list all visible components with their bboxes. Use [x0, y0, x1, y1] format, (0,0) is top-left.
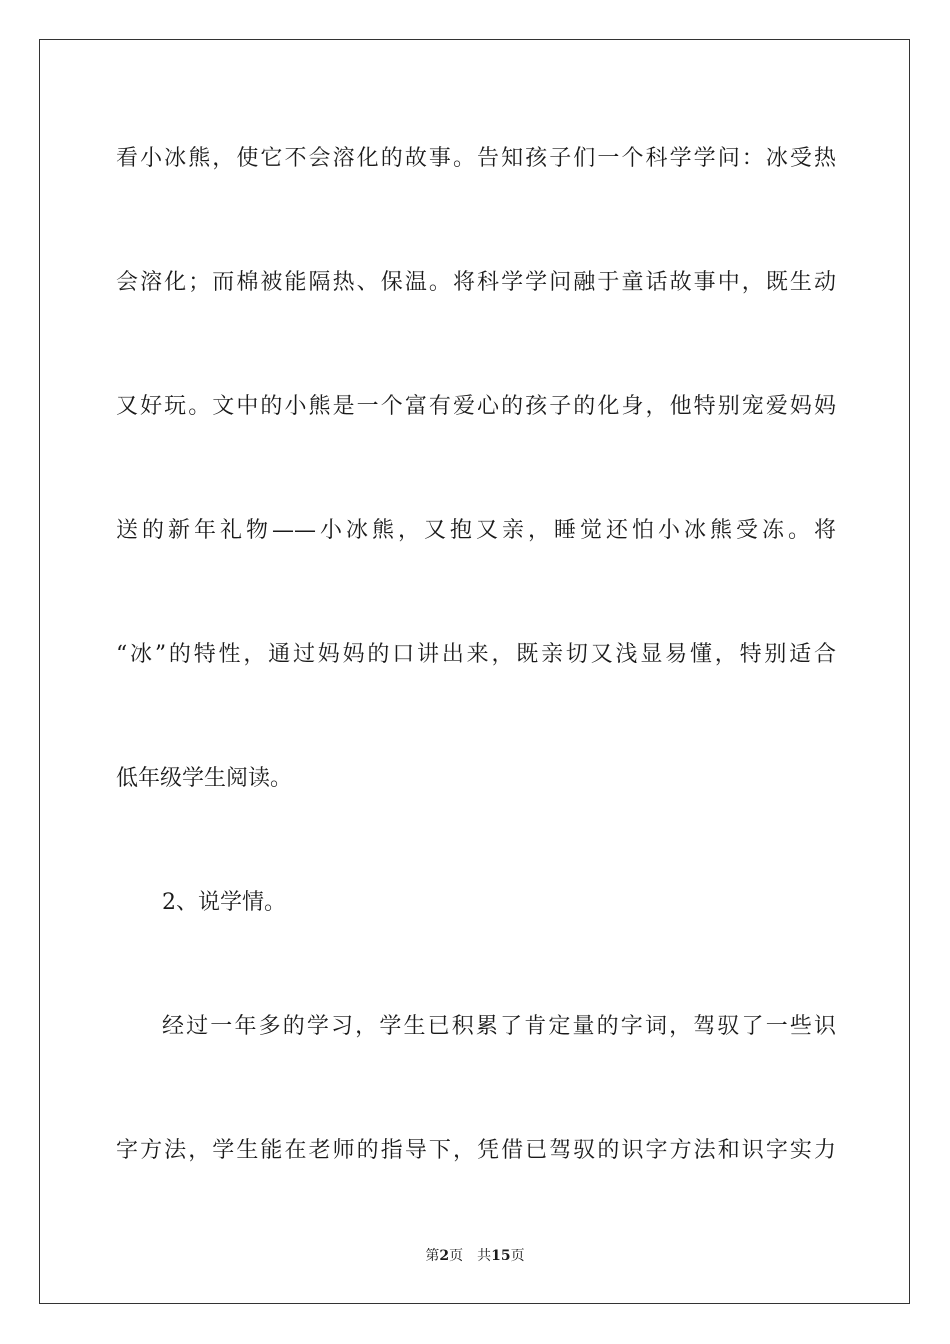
text-line: 低年级学生阅读。	[116, 766, 293, 791]
total-label-prefix: 共	[477, 1248, 492, 1264]
text-line: 经过一年多的学习，学生已积累了肯定量的字词，驾驭了一些识	[162, 1014, 836, 1039]
page-footer	[0, 1245, 950, 1265]
text-line: 送的新年礼物——小冰熊，又抱又亲，睡觉还怕小冰熊受冻。将	[116, 518, 836, 543]
text-line: 又好玩。文中的小熊是一个富有爱心的孩子的化身，他特别宠爱妈妈	[116, 394, 836, 419]
section-heading: 2、说学情。	[162, 890, 286, 915]
document-body	[116, 128, 836, 1244]
text-line: 会溶化；而棉被能隔热、保温。将科学学问融于童话故事中，既生动	[116, 270, 836, 295]
page-number: 2	[439, 1248, 450, 1264]
text-line: 看小冰熊，使它不会溶化的故事。告知孩子们一个科学学问：冰受热	[116, 146, 836, 171]
total-label-suffix: 页	[510, 1248, 525, 1264]
total-pages: 15	[491, 1248, 511, 1264]
text-line: “冰”的特性，通过妈妈的口讲出来，既亲切又浅显易懂，特别适合	[116, 642, 836, 667]
page-label-prefix: 第	[425, 1248, 440, 1264]
page-label-suffix: 页	[449, 1248, 464, 1264]
text-line: 字方法，学生能在老师的指导下，凭借已驾驭的识字方法和识字实力	[116, 1138, 836, 1163]
